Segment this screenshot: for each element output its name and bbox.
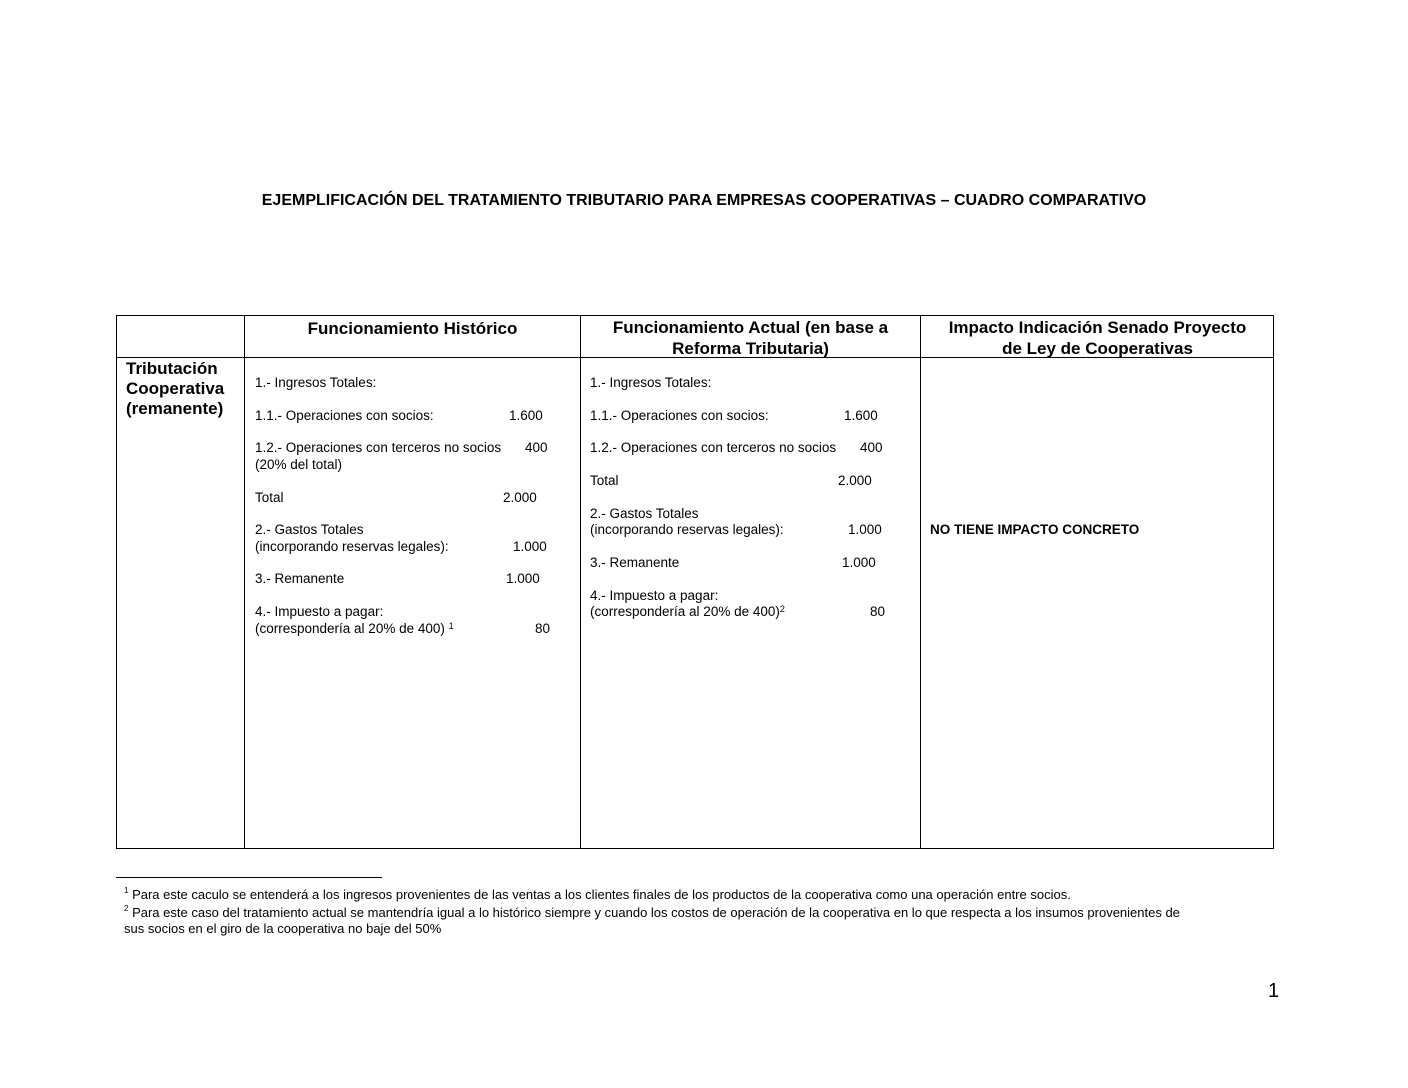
act-total-label: Total [590, 473, 619, 488]
hist-terceros-label: 1.2.- Operaciones con terceros no socios [255, 440, 502, 455]
act-impuesto-sub [590, 604, 785, 620]
act-socios-label: 1.1.- Operaciones con socios: [590, 408, 769, 423]
footnote-1-text: Para este caculo se entenderá a los ingresos provenientes de las ventas a los clientes finales de los productos de la cooperativa como una operación entre socios. [132, 887, 1071, 902]
footnote-2 [124, 905, 1180, 921]
row-label-line2: Cooperativa [126, 379, 225, 398]
hist-remanente-value: 1.000 [506, 571, 540, 586]
act-impuesto-sub-text: (correspondería al 20% de 400) [590, 604, 780, 619]
row-label-line3: (remanente) [126, 399, 224, 418]
header-actual-line1: Funcionamiento Actual (en base a [612, 318, 889, 337]
footnote-1-mark: 1 [124, 886, 129, 895]
footnote-2-text-line1: Para este caso del tratamiento actual se mantendría igual a lo histórico siempre y cuando los costos de operación de la cooperativa en lo que respecta a los insumos provenientes de [132, 905, 1180, 920]
document-title: EJEMPLIFICACIÓN DEL TRATAMIENTO TRIBUTARIO PARA EMPRESAS COOPERATIVAS – CUADRO COMPARATIVO [261, 192, 1147, 209]
footnote-ref-1: 1 [448, 621, 454, 631]
hist-total-value: 2.000 [503, 490, 537, 505]
hist-total-label: Total [255, 490, 284, 505]
hist-ingresos: 1.- Ingresos Totales: [255, 375, 377, 390]
act-terceros-label: 1.2.- Operaciones con terceros no socios [590, 440, 837, 455]
act-terceros-value: 400 [860, 440, 883, 455]
act-gastos-sub: (incorporando reservas legales): [590, 522, 784, 537]
row-label-line1: Tributación [126, 359, 218, 378]
hist-socios-label: 1.1.- Operaciones con socios: [255, 408, 434, 423]
hist-gastos-label: 2.- Gastos Totales [255, 522, 364, 537]
act-socios-value: 1.600 [844, 408, 878, 423]
act-impuesto-value: 80 [870, 604, 886, 619]
hist-gastos-value: 1.000 [513, 539, 547, 554]
hist-gastos-sub: (incorporando reservas legales): [255, 539, 449, 554]
act-remanente-label: 3.- Remanente [590, 555, 680, 570]
header-impacto-line1: Impacto Indicación Senado Proyecto [948, 318, 1247, 337]
hist-impuesto-label: 4.- Impuesto a pagar: [255, 604, 384, 619]
hist-remanente-label: 3.- Remanente [255, 571, 345, 586]
footnote-2-mark: 2 [124, 904, 129, 913]
header-actual [581, 317, 920, 359]
page-number: 1 [1268, 980, 1280, 1002]
act-gastos-label: 2.- Gastos Totales [590, 506, 699, 521]
column-divider [244, 316, 245, 848]
footnote-2-continued: sus socios en el giro de la cooperativa no baje del 50% [124, 921, 442, 936]
hist-terceros-value: 400 [525, 440, 548, 455]
hist-socios-value: 1.600 [509, 408, 543, 423]
act-gastos-value: 1.000 [848, 522, 882, 537]
hist-terceros-note: (20% del total) [255, 457, 343, 472]
hist-impuesto-sub-text: (correspondería al 20% de 400) [255, 621, 445, 636]
footnote-1 [124, 887, 1071, 903]
header-historico: Funcionamiento Histórico [307, 319, 518, 338]
act-impuesto-label: 4.- Impuesto a pagar: [590, 588, 719, 603]
column-divider [580, 316, 581, 848]
header-actual-line2: Reforma Tributaria) [672, 339, 829, 358]
comparison-table [116, 315, 1274, 849]
impact-statement: NO TIENE IMPACTO CONCRETO [930, 522, 1140, 537]
footnote-separator [116, 877, 382, 878]
header-impacto [921, 317, 1274, 359]
act-remanente-value: 1.000 [842, 555, 876, 570]
header-impacto-line2: de Ley de Cooperativas [1002, 339, 1193, 358]
hist-impuesto-value: 80 [535, 621, 551, 636]
row-label [126, 359, 224, 419]
act-ingresos: 1.- Ingresos Totales: [590, 375, 712, 390]
footnote-ref-2: 2 [779, 604, 785, 614]
act-total-value: 2.000 [838, 473, 872, 488]
hist-impuesto-sub [255, 621, 454, 637]
column-divider [920, 316, 921, 848]
